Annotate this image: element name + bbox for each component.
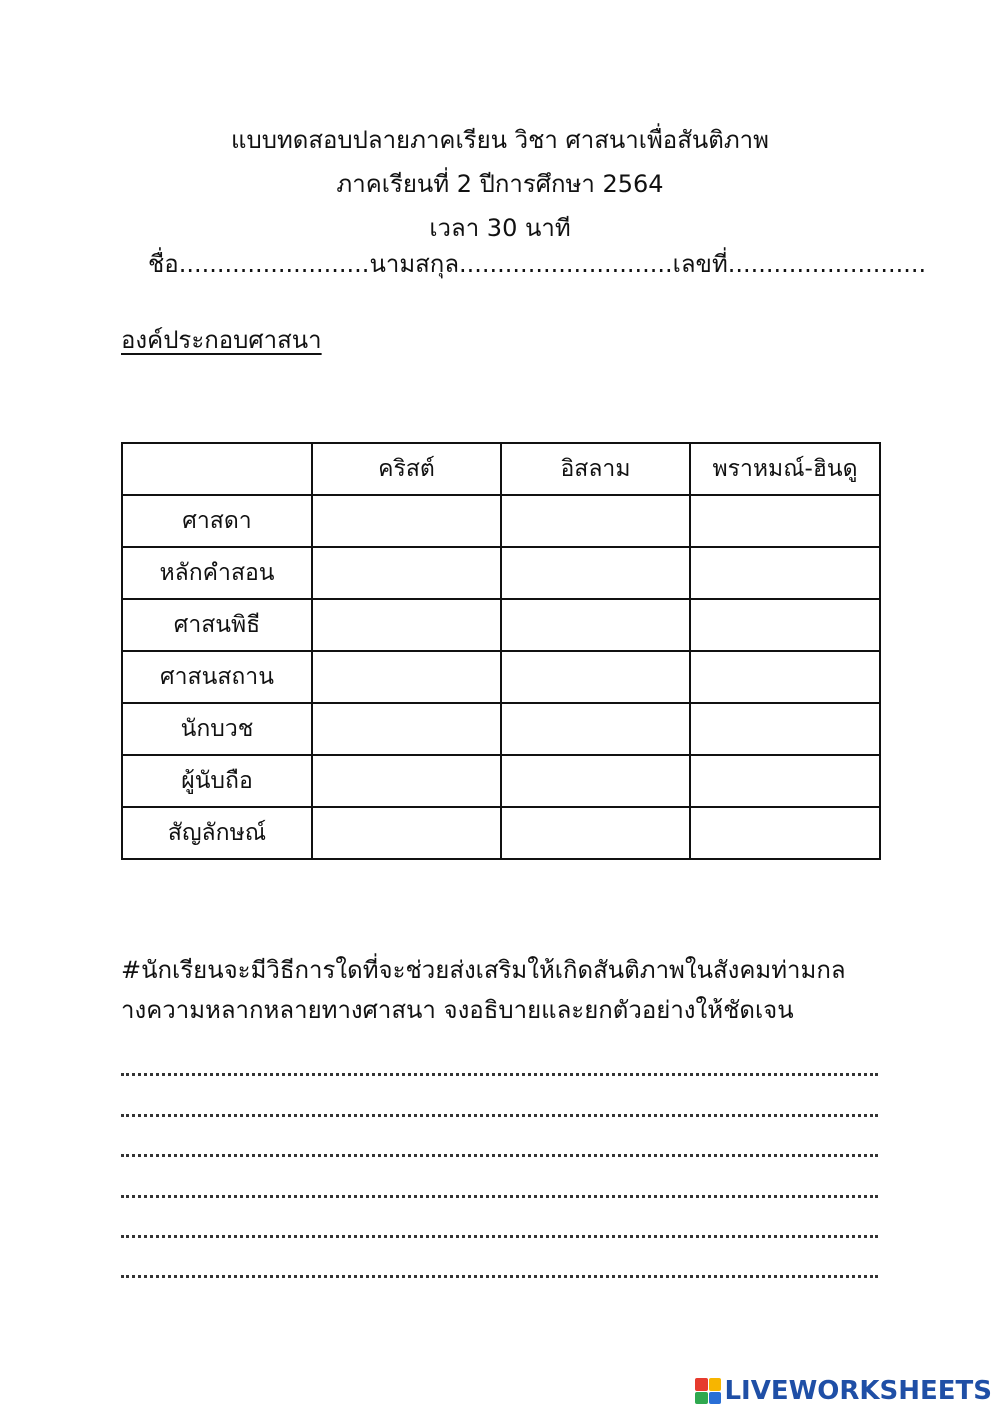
liveworksheets-logo-icon [695,1378,721,1404]
answer-cell[interactable] [501,495,690,547]
row-label: ผู้นับถือ [122,755,312,807]
header-cell-empty [122,443,312,495]
table-row [122,495,880,547]
answer-cell[interactable] [312,651,501,703]
table-header-row [122,443,880,495]
answer-cell[interactable] [312,495,501,547]
answer-cell[interactable] [501,807,690,859]
religion-components-table [121,442,881,860]
exam-header [0,118,1000,250]
answer-cell[interactable] [501,599,690,651]
table-row [122,599,880,651]
header-cell-islam: อิสลาม [501,443,690,495]
name-field[interactable]: ชื่อ......................... [148,250,370,278]
table-row [122,547,880,599]
answer-cell[interactable] [501,651,690,703]
answer-cell[interactable] [501,703,690,755]
answer-cell[interactable] [501,755,690,807]
row-label: ศาสดา [122,495,312,547]
row-label: ศาสนพิธี [122,599,312,651]
logo-square [709,1378,722,1391]
number-field[interactable]: เลขที่.......................... [672,250,927,278]
answer-cell[interactable] [690,599,880,651]
row-label: หลักคำสอน [122,547,312,599]
table-row [122,755,880,807]
essay-answer-area[interactable] [121,1036,878,1278]
surname-field[interactable]: นามสกุล............................ [369,250,673,278]
dotted-answer-line[interactable] [121,1157,878,1197]
brand-name: LIVEWORKSHEETS [724,1376,992,1406]
logo-square [695,1378,708,1391]
row-label: สัญลักษณ์ [122,807,312,859]
answer-cell[interactable] [501,547,690,599]
row-label: นักบวช [122,703,312,755]
liveworksheets-brand [695,1373,992,1409]
answer-cell[interactable] [312,807,501,859]
section-title: องค์ประกอบศาสนา [121,326,322,354]
row-label: ศาสนสถาน [122,651,312,703]
answer-cell[interactable] [312,547,501,599]
dotted-answer-line[interactable] [121,1117,878,1157]
table-row [122,651,880,703]
header-cell-brahmin-hindu: พราหมณ์-ฮินดู [690,443,880,495]
answer-cell[interactable] [690,807,880,859]
exam-term: ภาคเรียนที่ 2 ปีการศึกษา 2564 [336,170,664,198]
exam-title: แบบทดสอบปลายภาคเรียน วิชา ศาสนาเพื่อสันติภาพ [231,126,769,154]
exam-time: เวลา 30 นาที [429,214,571,242]
essay-question [121,950,881,1030]
answer-cell[interactable] [312,755,501,807]
answer-cell[interactable] [690,495,880,547]
logo-square [695,1392,708,1405]
question-line: #นักเรียนจะมีวิธีการใดที่จะช่วยส่งเสริมให้เกิดสันติภาพในสังคมท่ามกล [121,956,846,984]
student-info-line [148,242,926,286]
table-row [122,703,880,755]
header-cell-christianity: คริสต์ [312,443,501,495]
answer-cell[interactable] [690,703,880,755]
dotted-answer-line[interactable] [121,1198,878,1238]
answer-cell[interactable] [690,651,880,703]
answer-cell[interactable] [312,703,501,755]
logo-square [709,1392,722,1405]
answer-cell[interactable] [312,599,501,651]
dotted-answer-line[interactable] [121,1076,878,1116]
table-row [122,807,880,859]
answer-cell[interactable] [690,755,880,807]
dotted-answer-line[interactable] [121,1036,878,1076]
question-line: างความหลากหลายทางศาสนา จงอธิบายและยกตัวอย่างให้ชัดเจน [121,996,794,1024]
answer-cell[interactable] [690,547,880,599]
dotted-answer-line[interactable] [121,1238,878,1278]
